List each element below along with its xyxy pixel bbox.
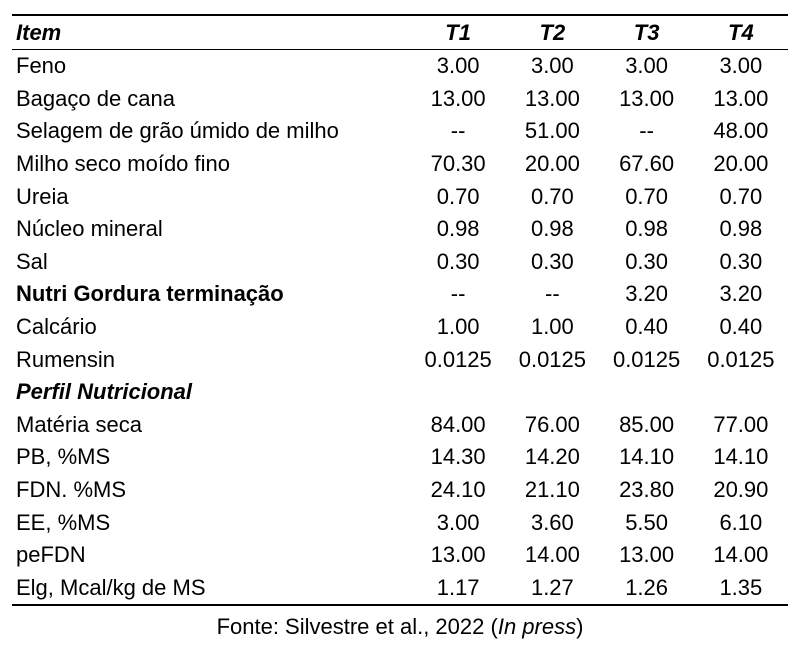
row-label: PB, %MS [16, 444, 111, 470]
cell-t3: 0.30 [625, 248, 669, 274]
cell-t4: 1.35 [719, 574, 763, 600]
cell-t2 [505, 376, 599, 409]
table-row [12, 409, 788, 442]
cell-t3: 23.80 [619, 477, 675, 503]
cell-t4: 0.98 [719, 216, 763, 242]
table-row [12, 213, 788, 246]
cell-t3: 0.70 [625, 183, 669, 209]
row-label: Rumensin [16, 346, 116, 372]
cell-t3: 13.00 [619, 85, 675, 111]
table-row [12, 572, 788, 606]
cell-t2: 51.00 [524, 118, 580, 144]
header-row [12, 15, 788, 50]
row-label: peFDN [16, 542, 86, 568]
cell-t3: 5.50 [625, 509, 669, 535]
row-label: Nutri Gordura terminação [16, 281, 284, 307]
cell-t3: -- [639, 118, 654, 144]
table-row [12, 474, 788, 507]
cell-t4: 14.00 [713, 542, 769, 568]
cell-t3: 3.00 [625, 53, 669, 79]
cell-t2: 76.00 [524, 411, 580, 437]
cell-t1: 0.30 [436, 248, 480, 274]
cell-t2: 13.00 [524, 85, 580, 111]
diet-composition-table [12, 14, 788, 606]
cell-t4: 14.10 [713, 444, 769, 470]
cell-t2: 1.27 [530, 574, 574, 600]
cell-t1: 0.0125 [424, 346, 492, 372]
cell-t4 [694, 376, 788, 409]
row-label: Elg, Mcal/kg de MS [16, 574, 206, 600]
header-t4: T4 [728, 20, 754, 45]
header-t3: T3 [633, 20, 660, 45]
cell-t3: 13.00 [619, 542, 675, 568]
cell-t2: 1.00 [530, 314, 574, 340]
cell-t4: 0.0125 [707, 346, 775, 372]
cell-t1 [411, 376, 505, 409]
cell-t3: 85.00 [619, 411, 675, 437]
cell-t1: -- [450, 118, 466, 144]
cell-t2: 14.20 [524, 444, 580, 470]
header-t1: T1 [445, 20, 471, 45]
cell-t4: 48.00 [713, 118, 769, 144]
cell-t4: 20.00 [713, 151, 769, 177]
cell-t4: 3.20 [719, 281, 763, 307]
cell-t1: -- [450, 281, 466, 307]
row-label: FDN. %MS [16, 477, 126, 503]
cell-t3: 3.20 [625, 281, 669, 307]
table-row [12, 278, 788, 311]
table-row [12, 343, 788, 376]
cell-t4: 3.00 [719, 53, 763, 79]
cell-t2: 3.00 [530, 53, 574, 79]
row-label: Núcleo mineral [16, 216, 163, 242]
row-label: Matéria seca [16, 411, 142, 437]
cell-t2: 14.00 [524, 542, 580, 568]
table-header [12, 15, 788, 50]
table-body [12, 50, 788, 606]
cell-t1: 24.10 [430, 477, 486, 503]
cell-t3: 0.0125 [612, 346, 681, 372]
table-row [12, 506, 788, 539]
cell-t2: 0.70 [530, 183, 574, 209]
cell-t2: 0.98 [530, 216, 574, 242]
cell-t1: 3.00 [436, 53, 480, 79]
caption-suffix: ) [576, 614, 584, 639]
row-label: EE, %MS [16, 509, 111, 535]
cell-t2: 3.60 [530, 509, 574, 535]
row-label: Milho seco moído fino [16, 151, 230, 177]
cell-t2: 0.0125 [518, 346, 587, 372]
cell-t1: 13.00 [430, 542, 486, 568]
cell-t1: 0.70 [436, 183, 480, 209]
cell-t2: -- [545, 281, 560, 307]
table-row [12, 311, 788, 344]
cell-t1: 70.30 [430, 151, 486, 177]
header-t2: T2 [539, 20, 566, 45]
cell-t3: 67.60 [619, 151, 675, 177]
table-row [12, 376, 788, 409]
row-label: Selagem de grão úmido de milho [16, 118, 339, 144]
cell-t4: 0.70 [719, 183, 763, 209]
table-row [12, 180, 788, 213]
cell-t2: 21.10 [524, 477, 580, 503]
row-label: Perfil Nutricional [16, 379, 193, 405]
cell-t1: 84.00 [430, 411, 486, 437]
table-row [12, 50, 788, 83]
table-row [12, 539, 788, 572]
cell-t1: 0.98 [436, 216, 480, 242]
table-row [12, 441, 788, 474]
cell-t3: 0.98 [625, 216, 669, 242]
cell-t4: 0.30 [719, 248, 763, 274]
row-label: Sal [16, 248, 48, 274]
table-row [12, 115, 788, 148]
cell-t3: 14.10 [619, 444, 675, 470]
row-label: Feno [16, 53, 67, 79]
cell-t4: 77.00 [713, 411, 769, 437]
cell-t1: 1.17 [436, 574, 480, 600]
row-label: Bagaço de cana [16, 85, 176, 111]
cell-t4: 20.90 [713, 477, 769, 503]
caption-italic: In press [497, 614, 577, 639]
cell-t1: 13.00 [430, 85, 486, 111]
header-item: Item [16, 20, 62, 45]
cell-t1: 1.00 [436, 314, 480, 340]
cell-t2: 20.00 [524, 151, 580, 177]
cell-t4: 13.00 [713, 85, 769, 111]
cell-t1: 3.00 [436, 509, 480, 535]
diet-table-container [12, 14, 788, 606]
table-row [12, 148, 788, 181]
source-caption [0, 614, 800, 640]
table-row [12, 83, 788, 116]
caption-prefix: Fonte: Silvestre et al., 2022 ( [216, 614, 498, 639]
table-row [12, 246, 788, 279]
cell-t3 [599, 376, 693, 409]
cell-t3: 1.26 [625, 574, 669, 600]
cell-t4: 0.40 [719, 314, 763, 340]
row-label: Ureia [16, 183, 69, 209]
row-label: Calcário [16, 314, 97, 340]
cell-t4: 6.10 [719, 509, 763, 535]
cell-t2: 0.30 [530, 248, 574, 274]
cell-t3: 0.40 [625, 314, 669, 340]
cell-t1: 14.30 [430, 444, 486, 470]
